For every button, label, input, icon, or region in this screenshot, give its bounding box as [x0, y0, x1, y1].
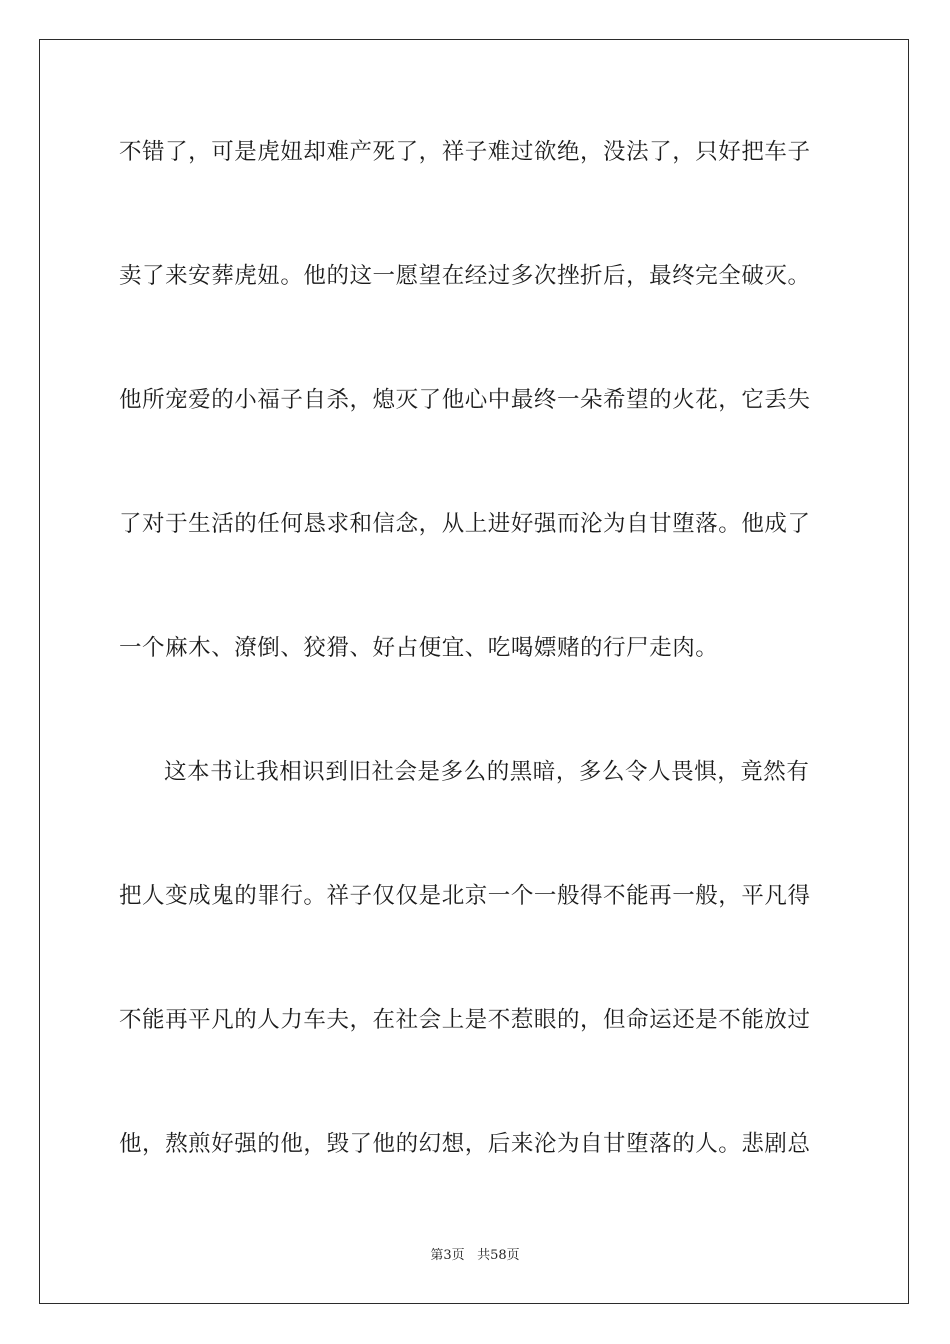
body-line-1: 不错了，可是虎妞却难产死了，祥子难过欲绝，没法了，只好把车子	[119, 139, 811, 165]
page-border	[39, 39, 909, 1304]
paragraph-start-line: 这本书让我相识到旧社会是多么的黑暗，多么令人畏惧，竟然有	[164, 759, 810, 785]
body-line-9: 他，熬煎好强的他，毁了他的幻想，后来沦为自甘堕落的人。悲剧总	[119, 1131, 811, 1157]
total-pages: 共58页	[477, 1248, 520, 1263]
body-line-5: 一个麻木、潦倒、狡猾、好占便宜、吃喝嫖赌的行尸走肉。	[119, 635, 719, 661]
body-line-3: 他所宠爱的小福子自杀，熄灭了他心中最终一朵希望的火花，它丢失	[119, 387, 811, 413]
body-line-4: 了对于生活的任何恳求和信念，从上进好强而沦为自甘堕落。他成了	[119, 511, 811, 537]
body-line-7: 把人变成鬼的罪行。祥子仅仅是北京一个一般得不能再一般，平凡得	[119, 883, 811, 909]
body-line-2: 卖了来安葬虎妞。他的这一愿望在经过多次挫折后，最终完全破灭。	[119, 263, 811, 289]
page-number: 第3页	[430, 1248, 465, 1263]
body-line-8: 不能再平凡的人力车夫，在社会上是不惹眼的，但命运还是不能放过	[119, 1007, 811, 1033]
page-footer	[0, 1247, 950, 1265]
